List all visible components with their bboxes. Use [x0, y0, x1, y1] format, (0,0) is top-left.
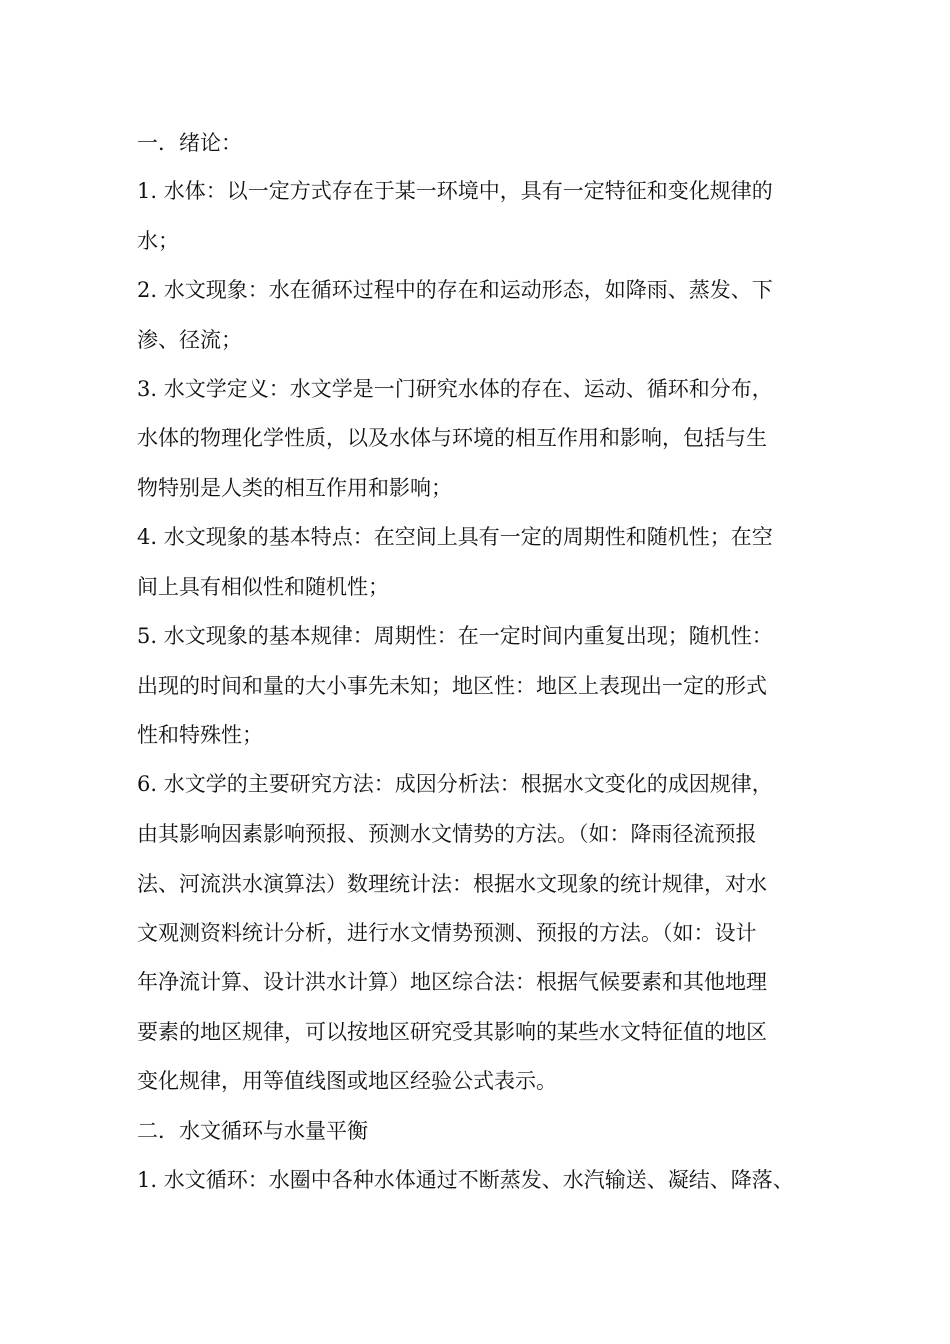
paragraph-line: 5. 水文现象的基本规律：周期性：在一定时间内重复出现；随机性：: [137, 624, 773, 648]
heading-introduction: 一．绪论：: [137, 131, 242, 155]
paragraph-line: 间上具有相似性和随机性；: [137, 575, 389, 599]
paragraph-line: 水体的物理化学性质，以及水体与环境的相互作用和影响，包括与生: [137, 426, 767, 450]
paragraph-line: 物特别是人类的相互作用和影响；: [137, 476, 452, 500]
paragraph-line: 变化规律，用等值线图或地区经验公式表示。: [137, 1069, 557, 1093]
paragraph-line: 1. 水文循环：水圈中各种水体通过不断蒸发、水汽输送、凝结、降落、: [137, 1168, 794, 1192]
paragraph-line: 渗、径流；: [137, 328, 242, 352]
paragraph-line: 由其影响因素影响预报、预测水文情势的方法。（如：降雨径流预报: [137, 822, 757, 846]
paragraph-line: 6. 水文学的主要研究方法：成因分析法：根据水文变化的成因规律，: [137, 772, 773, 796]
paragraph-line: 文观测资料统计分析，进行水文情势预测、预报的方法。（如：设计: [137, 921, 757, 945]
paragraph-line: 4. 水文现象的基本特点：在空间上具有一定的周期性和随机性；在空: [137, 525, 773, 549]
paragraph-line: 年净流计算、设计洪水计算）地区综合法：根据气候要素和其他地理: [137, 970, 767, 994]
paragraph-line: 水；: [137, 229, 179, 253]
paragraph-line: 1. 水体：以一定方式存在于某一环境中，具有一定特征和变化规律的: [137, 179, 773, 203]
paragraph-line: 2. 水文现象：水在循环过程中的存在和运动形态，如降雨、蒸发、下: [137, 278, 773, 302]
heading-hydrologic-cycle: 二．水文循环与水量平衡: [137, 1119, 368, 1143]
paragraph-line: 性和特殊性；: [137, 723, 263, 747]
paragraph-line: 3. 水文学定义：水文学是一门研究水体的存在、运动、循环和分布，: [137, 377, 773, 401]
paragraph-line: 要素的地区规律，可以按地区研究受其影响的某些水文特征值的地区: [137, 1020, 767, 1044]
paragraph-line: 出现的时间和量的大小事先未知；地区性：地区上表现出一定的形式: [137, 674, 767, 698]
paragraph-line: 法、河流洪水演算法）数理统计法：根据水文现象的统计规律，对水: [137, 872, 767, 896]
